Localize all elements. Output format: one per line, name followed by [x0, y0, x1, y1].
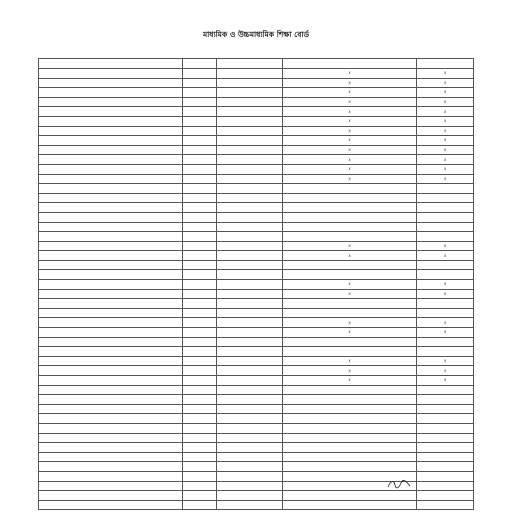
code-cell [182, 337, 217, 347]
code-2-cell [417, 481, 474, 491]
date-cell [217, 376, 282, 386]
subject-2-cell: X [282, 356, 417, 366]
table-row [39, 69, 474, 79]
subject-2-cell [282, 433, 417, 443]
routine-table [38, 58, 474, 510]
code-cell [182, 241, 217, 251]
code-cell [182, 462, 217, 472]
date-cell [217, 347, 282, 357]
subject-cell [39, 241, 183, 251]
subject-2-cell [282, 500, 417, 510]
date-cell [217, 318, 282, 328]
table-row [39, 376, 474, 386]
date-cell [217, 289, 282, 299]
date-cell [217, 260, 282, 270]
table-row [39, 299, 474, 309]
code-2-cell: X [417, 164, 474, 174]
subject-cell [39, 136, 183, 146]
code-2-cell: X [417, 318, 474, 328]
date-cell [217, 222, 282, 232]
date-cell [217, 280, 282, 290]
date-cell [217, 164, 282, 174]
date-cell [217, 232, 282, 242]
subject-2-cell [282, 193, 417, 203]
table-row [39, 184, 474, 194]
subject-cell [39, 347, 183, 357]
subject-2-cell [282, 395, 417, 405]
code-cell [182, 414, 217, 424]
code-cell [182, 212, 217, 222]
subject-2-cell [282, 462, 417, 472]
subject-2-cell: X [282, 78, 417, 88]
table-row [39, 136, 474, 146]
date-cell [217, 308, 282, 318]
code-cell [182, 404, 217, 414]
code-cell [182, 481, 217, 491]
code-cell [182, 452, 217, 462]
subject-2-cell [282, 222, 417, 232]
subject-cell [39, 404, 183, 414]
table-row [39, 126, 474, 136]
subject-cell [39, 328, 183, 338]
code-2-cell: X [417, 280, 474, 290]
table-row [39, 164, 474, 174]
code-2-cell [417, 500, 474, 510]
subject-2-cell: X [282, 145, 417, 155]
table-row [39, 107, 474, 117]
subject-cell [39, 395, 183, 405]
subject-2-cell [282, 423, 417, 433]
code-cell [182, 107, 217, 117]
date-cell [217, 107, 282, 117]
code-2-cell: X [417, 136, 474, 146]
table-row [39, 356, 474, 366]
code-2-cell [417, 184, 474, 194]
subject-cell [39, 174, 183, 184]
code-2-cell [417, 491, 474, 501]
subject-2-cell: X [282, 328, 417, 338]
subject-cell [39, 337, 183, 347]
code-2-cell [417, 193, 474, 203]
code-2-cell: X [417, 376, 474, 386]
date-cell [217, 452, 282, 462]
code-cell [182, 289, 217, 299]
date-cell [217, 443, 282, 453]
code-cell [182, 232, 217, 242]
subject-cell [39, 452, 183, 462]
table-row [39, 145, 474, 155]
date-cell [217, 491, 282, 501]
date-cell [217, 423, 282, 433]
code-cell [182, 251, 217, 261]
code-2-cell: X [417, 69, 474, 79]
table-row [39, 433, 474, 443]
code-cell [182, 174, 217, 184]
subject-cell [39, 164, 183, 174]
code-2-cell: X [417, 126, 474, 136]
col-header-date [217, 59, 282, 69]
col-header-code [182, 59, 217, 69]
subject-2-cell [282, 491, 417, 501]
subject-2-cell [282, 337, 417, 347]
code-cell [182, 443, 217, 453]
table-row [39, 193, 474, 203]
subject-2-cell: X [282, 376, 417, 386]
code-cell [182, 78, 217, 88]
subject-cell [39, 116, 183, 126]
table-row [39, 280, 474, 290]
code-2-cell [417, 414, 474, 424]
subject-2-cell [282, 299, 417, 309]
table-row [39, 347, 474, 357]
code-cell [182, 433, 217, 443]
date-cell [217, 270, 282, 280]
table-row [39, 462, 474, 472]
subject-cell [39, 270, 183, 280]
date-cell [217, 126, 282, 136]
date-cell [217, 193, 282, 203]
date-cell [217, 414, 282, 424]
date-cell [217, 385, 282, 395]
table-row [39, 395, 474, 405]
subject-cell [39, 299, 183, 309]
code-cell [182, 203, 217, 213]
code-cell [182, 184, 217, 194]
subject-cell [39, 88, 183, 98]
code-cell [182, 366, 217, 376]
code-cell [182, 222, 217, 232]
subject-2-cell [282, 414, 417, 424]
code-2-cell [417, 337, 474, 347]
code-2-cell: X [417, 155, 474, 165]
subject-2-cell: X [282, 88, 417, 98]
code-2-cell: X [417, 241, 474, 251]
code-2-cell [417, 299, 474, 309]
code-2-cell [417, 385, 474, 395]
code-2-cell [417, 452, 474, 462]
subject-cell [39, 356, 183, 366]
code-2-cell [417, 347, 474, 357]
board-title: মাধ্যমিক ও উচ্চমাধ্যমিক শিক্ষা বোর্ড [202, 30, 310, 39]
code-2-cell [417, 404, 474, 414]
subject-cell [39, 232, 183, 242]
table-row [39, 328, 474, 338]
date-cell [217, 395, 282, 405]
subject-2-cell: X [282, 107, 417, 117]
notice-text [38, 48, 474, 58]
code-2-cell [417, 260, 474, 270]
subject-cell [39, 155, 183, 165]
table-row [39, 337, 474, 347]
subject-2-cell: X [282, 289, 417, 299]
table-row [39, 491, 474, 501]
code-cell [182, 308, 217, 318]
code-cell [182, 145, 217, 155]
subject-cell [39, 126, 183, 136]
table-row [39, 155, 474, 165]
routine-document [38, 30, 474, 476]
date-cell [217, 155, 282, 165]
date-cell [217, 203, 282, 213]
date-cell [217, 116, 282, 126]
subject-cell [39, 385, 183, 395]
code-cell [182, 328, 217, 338]
code-cell [182, 491, 217, 501]
table-row [39, 385, 474, 395]
code-cell [182, 385, 217, 395]
code-cell [182, 69, 217, 79]
date-cell [217, 184, 282, 194]
col-header-subject [39, 59, 183, 69]
date-cell [217, 500, 282, 510]
subject-2-cell [282, 232, 417, 242]
date-cell [217, 356, 282, 366]
table-row [39, 97, 474, 107]
col-header-code-2 [417, 59, 474, 69]
subject-2-cell [282, 260, 417, 270]
subject-2-cell: X [282, 280, 417, 290]
table-row [39, 241, 474, 251]
code-2-cell: X [417, 174, 474, 184]
subject-cell [39, 423, 183, 433]
code-2-cell: X [417, 356, 474, 366]
table-row [39, 260, 474, 270]
subject-cell [39, 193, 183, 203]
document-header [38, 30, 474, 40]
subject-2-cell: X [282, 69, 417, 79]
subject-cell [39, 500, 183, 510]
subject-cell [39, 212, 183, 222]
code-2-cell: X [417, 251, 474, 261]
subject-cell [39, 414, 183, 424]
date-cell [217, 462, 282, 472]
code-2-cell: X [417, 97, 474, 107]
subject-cell [39, 462, 183, 472]
subject-cell [39, 69, 183, 79]
table-row [39, 203, 474, 213]
subject-2-cell [282, 385, 417, 395]
table-row [39, 251, 474, 261]
table-row [39, 174, 474, 184]
subject-2-cell [282, 443, 417, 453]
table-row [39, 212, 474, 222]
subject-cell [39, 376, 183, 386]
code-2-cell: X [417, 289, 474, 299]
code-2-cell [417, 232, 474, 242]
date-cell [217, 337, 282, 347]
subject-2-cell: X [282, 366, 417, 376]
subject-2-cell: X [282, 164, 417, 174]
subject-cell [39, 107, 183, 117]
subject-cell [39, 97, 183, 107]
table-row [39, 452, 474, 462]
subject-2-cell [282, 452, 417, 462]
subject-2-cell [282, 184, 417, 194]
subject-2-cell: X [282, 155, 417, 165]
subject-2-cell: X [282, 174, 417, 184]
table-row [39, 500, 474, 510]
subject-cell [39, 308, 183, 318]
code-2-cell [417, 462, 474, 472]
code-2-cell [417, 212, 474, 222]
code-cell [182, 280, 217, 290]
code-cell [182, 423, 217, 433]
subject-cell [39, 280, 183, 290]
code-cell [182, 97, 217, 107]
code-2-cell [417, 308, 474, 318]
date-cell [217, 136, 282, 146]
subject-2-cell [282, 212, 417, 222]
subject-2-cell: X [282, 251, 417, 261]
table-row [39, 404, 474, 414]
table-row [39, 289, 474, 299]
code-2-cell: X [417, 78, 474, 88]
date-cell [217, 88, 282, 98]
routine-table-body [39, 69, 474, 510]
subject-cell [39, 251, 183, 261]
table-row [39, 366, 474, 376]
code-cell [182, 193, 217, 203]
date-cell [217, 404, 282, 414]
code-2-cell [417, 395, 474, 405]
table-row [39, 88, 474, 98]
subject-2-cell [282, 404, 417, 414]
code-2-cell: X [417, 116, 474, 126]
table-row [39, 270, 474, 280]
code-2-cell [417, 423, 474, 433]
table-row [39, 308, 474, 318]
date-cell [217, 145, 282, 155]
subject-cell [39, 471, 183, 481]
code-cell [182, 395, 217, 405]
table-row [39, 78, 474, 88]
subject-2-cell: X [282, 126, 417, 136]
code-2-cell [417, 433, 474, 443]
code-cell [182, 347, 217, 357]
subject-cell [39, 289, 183, 299]
table-row [39, 414, 474, 424]
subject-cell [39, 184, 183, 194]
code-2-cell: X [417, 107, 474, 117]
date-cell [217, 212, 282, 222]
date-cell [217, 471, 282, 481]
code-2-cell [417, 270, 474, 280]
memo-row [38, 40, 474, 48]
table-header-row [39, 59, 474, 69]
date-cell [217, 328, 282, 338]
code-2-cell: X [417, 88, 474, 98]
subject-2-cell [282, 347, 417, 357]
col-header-subject-2 [282, 59, 417, 69]
subject-cell [39, 481, 183, 491]
subject-cell [39, 78, 183, 88]
code-cell [182, 136, 217, 146]
subject-2-cell [282, 270, 417, 280]
subject-cell [39, 222, 183, 232]
subject-2-cell: X [282, 136, 417, 146]
date-cell [217, 241, 282, 251]
date-cell [217, 69, 282, 79]
date-cell [217, 433, 282, 443]
code-cell [182, 164, 217, 174]
subject-2-cell [282, 308, 417, 318]
code-cell [182, 126, 217, 136]
subject-cell [39, 145, 183, 155]
date-cell [217, 78, 282, 88]
code-cell [182, 299, 217, 309]
table-row [39, 443, 474, 453]
table-row [39, 423, 474, 433]
date-cell [217, 366, 282, 376]
code-cell [182, 260, 217, 270]
code-cell [182, 471, 217, 481]
code-2-cell [417, 471, 474, 481]
subject-2-cell [282, 203, 417, 213]
date-cell [217, 299, 282, 309]
date-cell [217, 97, 282, 107]
code-cell [182, 116, 217, 126]
subject-cell [39, 433, 183, 443]
table-row [39, 232, 474, 242]
subject-cell [39, 491, 183, 501]
subject-2-cell: X [282, 97, 417, 107]
code-cell [182, 270, 217, 280]
signature-icon [386, 478, 412, 490]
subject-2-cell: X [282, 318, 417, 328]
table-row [39, 222, 474, 232]
subject-2-cell: X [282, 116, 417, 126]
subject-cell [39, 366, 183, 376]
code-cell [182, 376, 217, 386]
code-cell [182, 318, 217, 328]
code-2-cell [417, 222, 474, 232]
code-cell [182, 356, 217, 366]
subject-2-cell: X [282, 241, 417, 251]
code-cell [182, 155, 217, 165]
code-2-cell: X [417, 145, 474, 155]
code-2-cell: X [417, 366, 474, 376]
date-cell [217, 174, 282, 184]
table-row [39, 318, 474, 328]
code-2-cell [417, 203, 474, 213]
date-cell [217, 251, 282, 261]
code-cell [182, 88, 217, 98]
code-2-cell [417, 443, 474, 453]
code-cell [182, 500, 217, 510]
subject-cell [39, 203, 183, 213]
subject-cell [39, 443, 183, 453]
subject-cell [39, 260, 183, 270]
table-row [39, 116, 474, 126]
subject-cell [39, 318, 183, 328]
date-cell [217, 481, 282, 491]
code-2-cell: X [417, 328, 474, 338]
